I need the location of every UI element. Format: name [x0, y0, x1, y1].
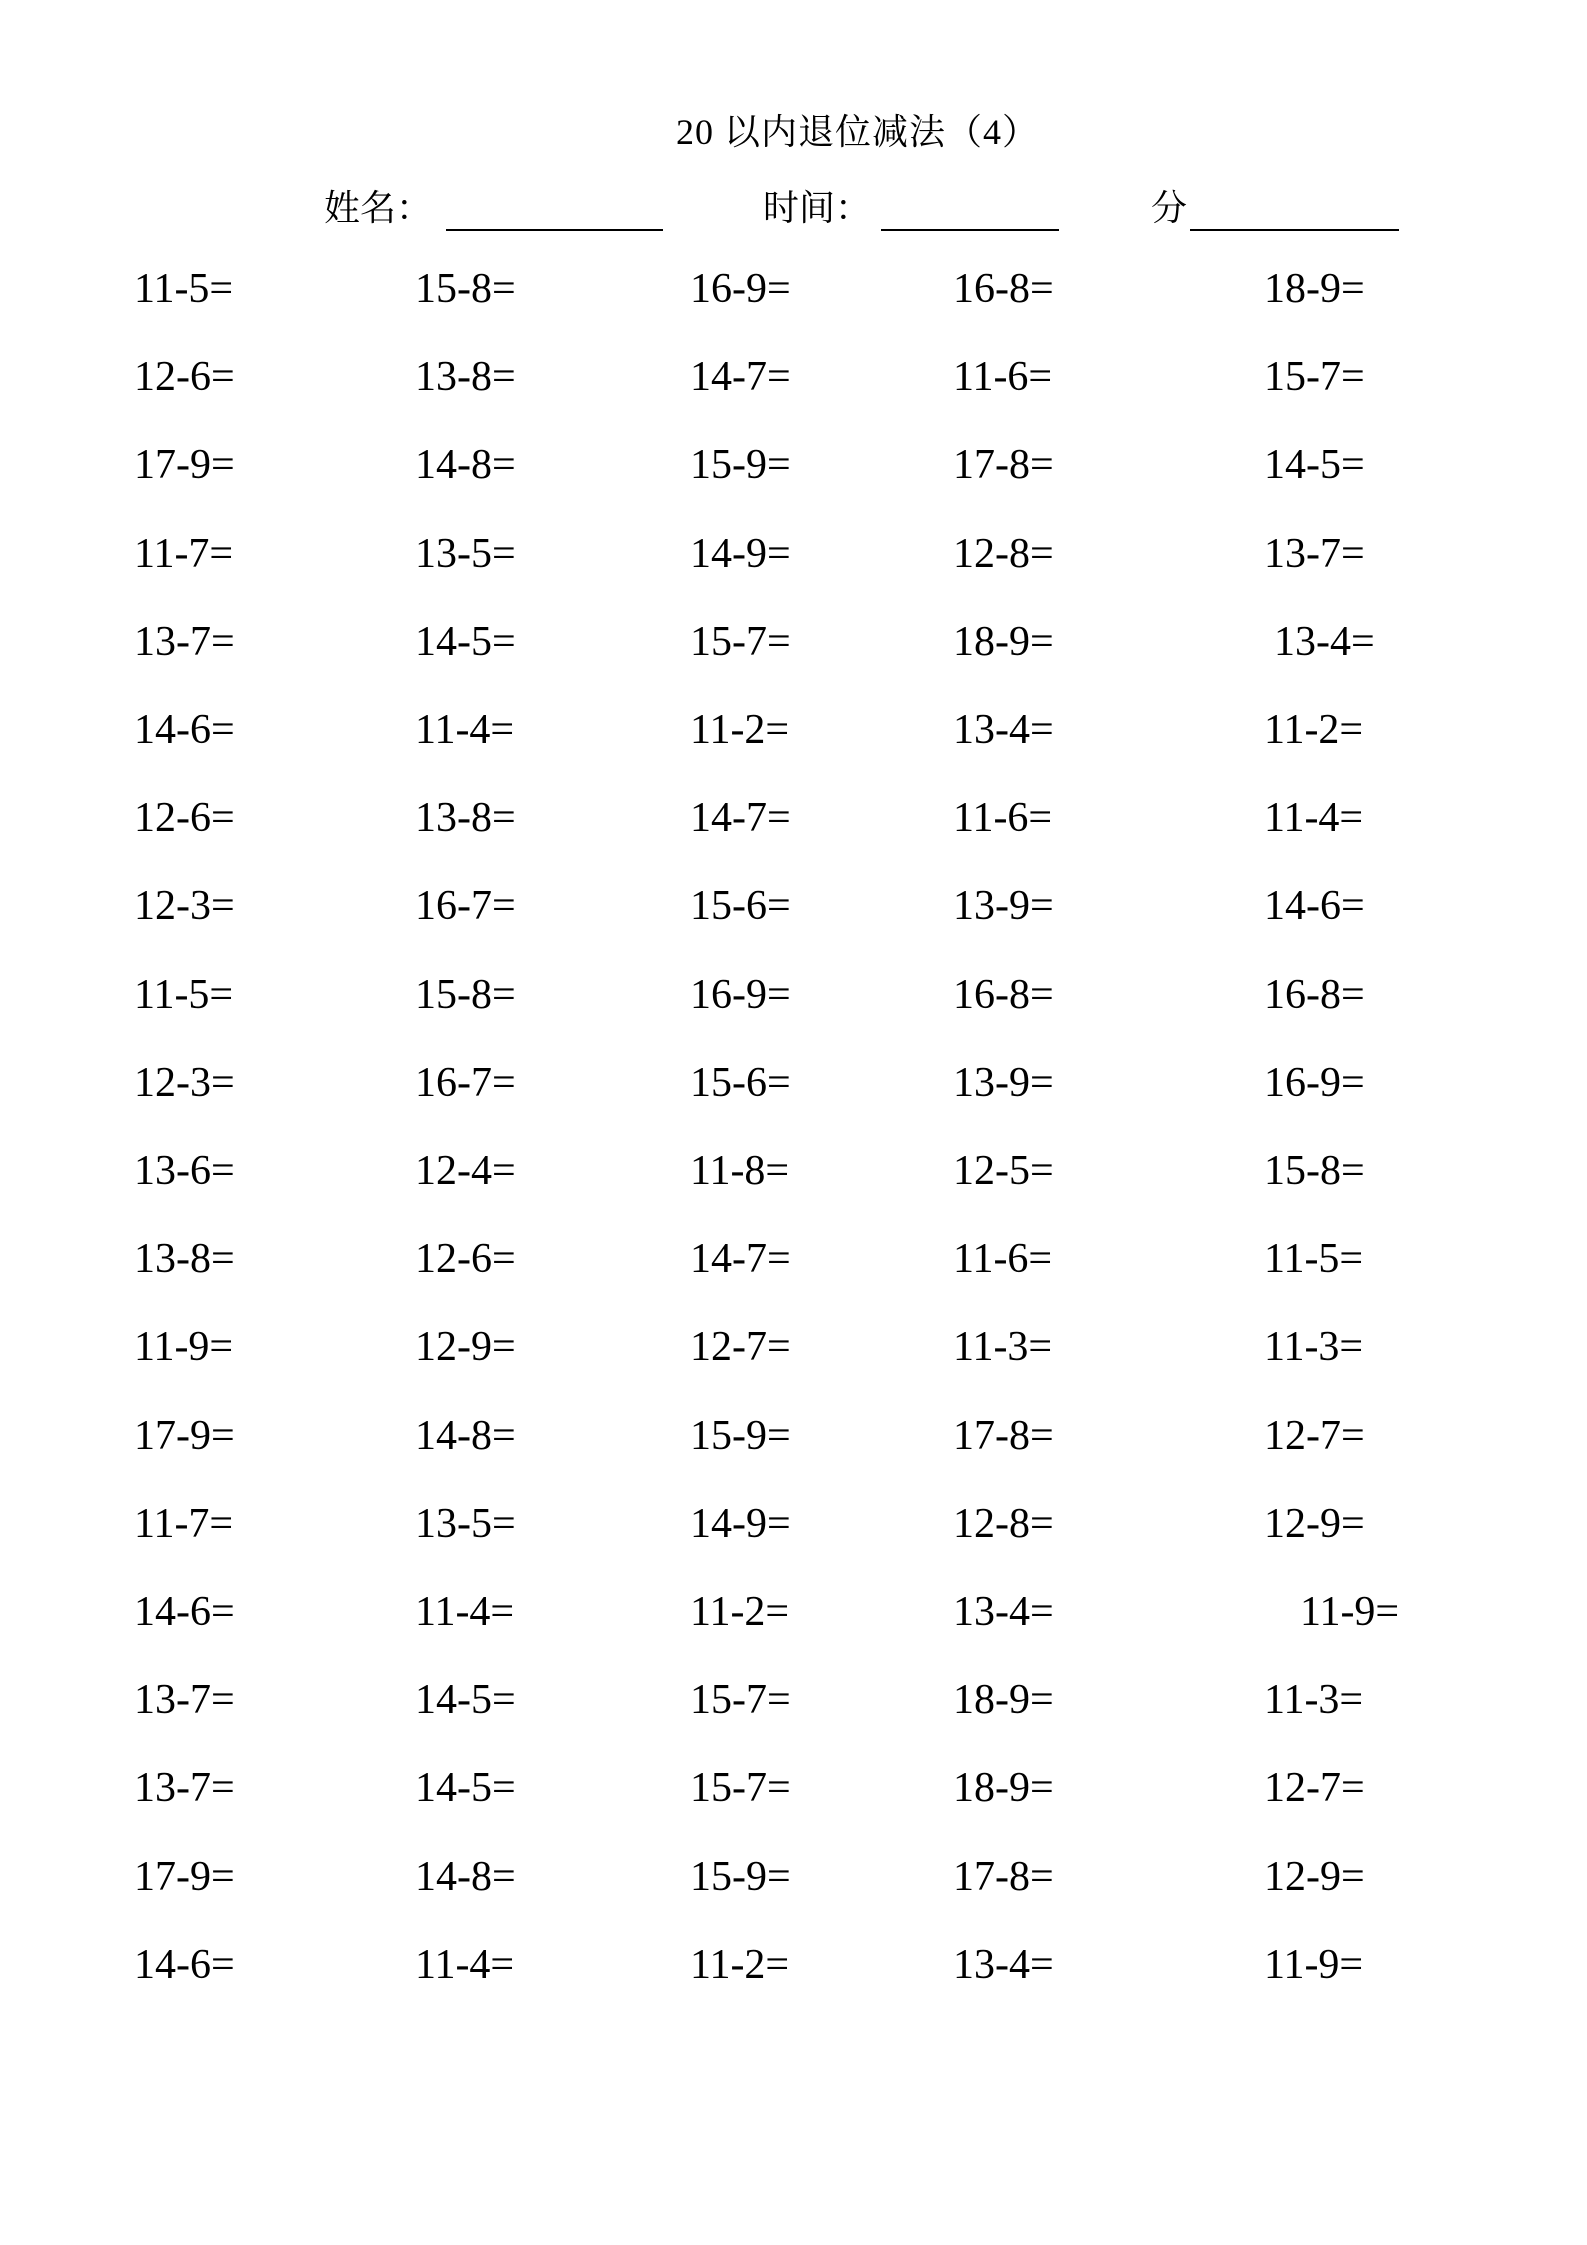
problem-cell: 15-7=	[690, 1765, 791, 1812]
problem-cell: 13-8=	[415, 354, 516, 401]
problem-cell: 15-9=	[690, 1412, 791, 1459]
problem-cell: 14-8=	[415, 1853, 516, 1900]
problem-cell: 11-2=	[1264, 707, 1364, 753]
problem-cell: 11-7=	[134, 1500, 234, 1547]
problem-cell: 18-9=	[953, 1677, 1054, 1724]
problem-cell: 12-8=	[953, 1500, 1054, 1547]
problem-cell: 15-8=	[1264, 1148, 1365, 1194]
problem-cell: 16-8=	[953, 971, 1054, 1018]
problem-cell: 14-5=	[1264, 442, 1365, 489]
problem-cell: 11-6=	[953, 354, 1053, 401]
problem-cell: 11-3=	[1264, 1677, 1364, 1724]
problem-cell: 17-9=	[134, 442, 235, 489]
problem-row	[0, 1414, 1587, 1462]
problem-cell: 13-8=	[415, 795, 516, 842]
time-blank-line	[881, 229, 1059, 231]
problem-cell: 15-7=	[690, 1677, 791, 1724]
problem-cell: 14-7=	[690, 795, 791, 842]
problem-cell: 15-6=	[690, 1059, 791, 1106]
problem-cell: 12-3=	[134, 883, 235, 930]
problem-cell: 16-8=	[1264, 971, 1365, 1018]
problem-cell: 13-4=	[1274, 618, 1375, 665]
worksheet-title: 20 以内退位减法（4）	[676, 112, 1040, 152]
problem-cell: 18-9=	[953, 1765, 1054, 1812]
problem-cell: 14-6=	[134, 707, 235, 753]
problem-cell: 15-7=	[690, 618, 791, 665]
problem-cell: 14-5=	[415, 618, 516, 665]
name-label: 姓名：	[324, 188, 433, 228]
problem-cell: 14-6=	[134, 1589, 235, 1635]
problem-row	[0, 973, 1587, 1021]
problem-cell: 18-9=	[1264, 266, 1365, 312]
problem-cell: 14-9=	[690, 530, 791, 577]
problem-cell: 11-9=	[1300, 1589, 1400, 1635]
problem-row	[0, 796, 1587, 844]
problem-cell: 13-4=	[953, 707, 1054, 753]
problem-cell: 17-9=	[134, 1412, 235, 1459]
problem-cell: 14-8=	[415, 442, 516, 489]
problem-cell: 11-3=	[1264, 1324, 1364, 1371]
problem-row	[0, 267, 1587, 315]
problem-cell: 17-9=	[134, 1853, 235, 1900]
problem-cell: 14-7=	[690, 1236, 791, 1283]
problem-cell: 13-4=	[953, 1941, 1054, 1988]
problem-cell: 11-2=	[690, 707, 790, 753]
name-blank-line	[446, 229, 663, 231]
problem-row	[0, 620, 1587, 668]
problem-row	[0, 355, 1587, 403]
problem-row	[0, 1855, 1587, 1903]
problem-cell: 11-5=	[134, 266, 234, 312]
problem-row	[0, 1502, 1587, 1550]
problem-cell: 12-9=	[1264, 1500, 1365, 1547]
problem-cell: 12-5=	[953, 1148, 1054, 1194]
problem-cell: 11-4=	[415, 707, 515, 753]
problem-cell: 12-6=	[134, 354, 235, 401]
score-blank-line	[1190, 229, 1399, 231]
problem-cell: 11-7=	[134, 530, 234, 577]
problem-row	[0, 708, 1587, 756]
problem-cell: 12-9=	[1264, 1853, 1365, 1900]
problem-cell: 15-7=	[1264, 354, 1365, 401]
problem-cell: 14-6=	[1264, 883, 1365, 930]
problem-row	[0, 1061, 1587, 1109]
time-label: 时间：	[763, 188, 872, 228]
problem-cell: 13-7=	[134, 618, 235, 665]
problem-cell: 17-8=	[953, 442, 1054, 489]
problem-cell: 12-7=	[690, 1324, 791, 1371]
problem-cell: 11-5=	[1264, 1236, 1364, 1283]
problem-cell: 14-5=	[415, 1765, 516, 1812]
problem-cell: 14-7=	[690, 354, 791, 401]
problem-cell: 12-3=	[134, 1059, 235, 1106]
problem-row	[0, 884, 1587, 932]
problem-cell: 11-5=	[134, 971, 234, 1018]
problem-cell: 11-3=	[953, 1324, 1053, 1371]
problem-row	[0, 1325, 1587, 1373]
problem-cell: 13-6=	[134, 1148, 235, 1194]
problem-cell: 11-4=	[415, 1941, 515, 1988]
problem-cell: 11-2=	[690, 1589, 790, 1635]
problem-row	[0, 1678, 1587, 1726]
problem-cell: 14-6=	[134, 1941, 235, 1988]
problem-row	[0, 443, 1587, 491]
problem-cell: 13-8=	[134, 1236, 235, 1283]
problem-row	[0, 1766, 1587, 1814]
problem-cell: 14-8=	[415, 1412, 516, 1459]
problem-row	[0, 532, 1587, 580]
problem-cell: 13-7=	[134, 1677, 235, 1724]
problem-cell: 16-9=	[690, 971, 791, 1018]
problem-cell: 14-5=	[415, 1677, 516, 1724]
problem-cell: 13-5=	[415, 530, 516, 577]
problem-cell: 15-8=	[415, 266, 516, 312]
problem-row	[0, 1590, 1587, 1638]
problem-cell: 13-7=	[1264, 530, 1365, 577]
problem-cell: 15-9=	[690, 442, 791, 489]
problem-row	[0, 1149, 1587, 1197]
problem-cell: 13-9=	[953, 883, 1054, 930]
problem-cell: 12-4=	[415, 1148, 516, 1194]
problem-cell: 13-4=	[953, 1589, 1054, 1635]
problem-cell: 11-2=	[690, 1941, 790, 1988]
problem-cell: 11-9=	[1264, 1941, 1364, 1988]
problem-cell: 12-6=	[415, 1236, 516, 1283]
problem-cell: 16-7=	[415, 1059, 516, 1106]
problem-cell: 11-9=	[134, 1324, 234, 1371]
problem-cell: 14-9=	[690, 1500, 791, 1547]
problem-cell: 16-8=	[953, 266, 1054, 312]
problem-cell: 11-4=	[1264, 795, 1364, 842]
score-label: 分	[1151, 188, 1188, 228]
problem-cell: 16-9=	[690, 266, 791, 312]
problem-cell: 13-7=	[134, 1765, 235, 1812]
problem-cell: 15-8=	[415, 971, 516, 1018]
problem-row	[0, 1943, 1587, 1991]
problem-cell: 11-8=	[690, 1148, 790, 1194]
problem-cell: 13-9=	[953, 1059, 1054, 1106]
problem-cell: 15-9=	[690, 1853, 791, 1900]
problem-cell: 15-6=	[690, 883, 791, 930]
problem-cell: 17-8=	[953, 1412, 1054, 1459]
problem-cell: 12-7=	[1264, 1765, 1365, 1812]
problem-cell: 11-6=	[953, 795, 1053, 842]
problem-cell: 17-8=	[953, 1853, 1054, 1900]
problem-cell: 16-9=	[1264, 1059, 1365, 1106]
problem-cell: 12-6=	[134, 795, 235, 842]
problem-cell: 13-5=	[415, 1500, 516, 1547]
problem-cell: 11-4=	[415, 1589, 515, 1635]
problem-cell: 16-7=	[415, 883, 516, 930]
problem-cell: 18-9=	[953, 618, 1054, 665]
problem-cell: 12-8=	[953, 530, 1054, 577]
problem-row	[0, 1237, 1587, 1285]
problem-cell: 12-7=	[1264, 1412, 1365, 1459]
problem-cell: 11-6=	[953, 1236, 1053, 1283]
problem-cell: 12-9=	[415, 1324, 516, 1371]
